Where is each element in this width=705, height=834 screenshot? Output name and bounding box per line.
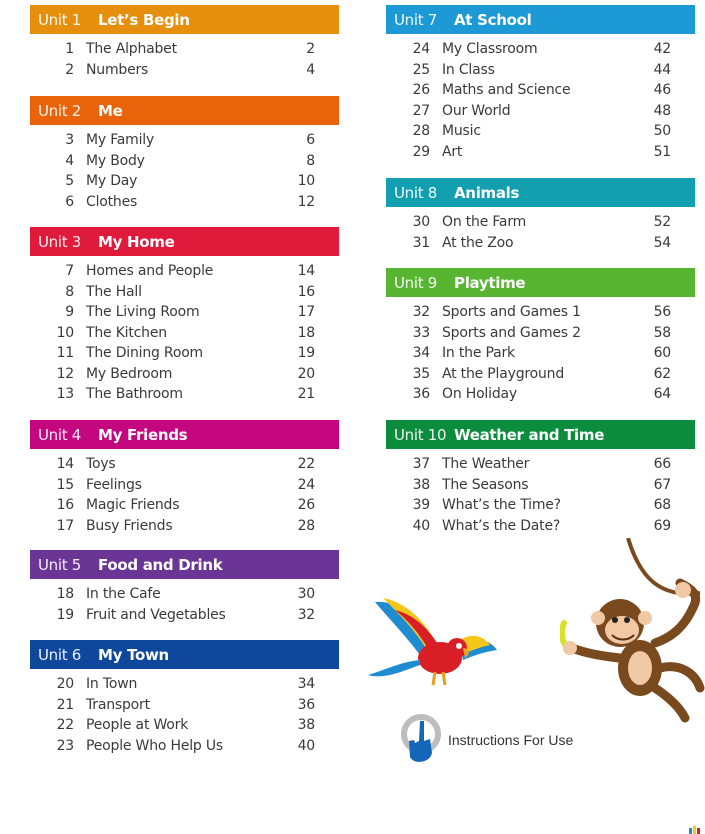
lesson-list xyxy=(386,212,695,253)
lesson-title: Sports and Games 1 xyxy=(442,304,581,321)
unit-header[interactable] xyxy=(30,550,339,579)
lesson-list xyxy=(30,454,339,536)
lesson-number: 18 xyxy=(56,586,74,603)
lesson-title: Transport xyxy=(86,696,150,713)
lesson-title: What’s the Date? xyxy=(442,517,561,534)
unit-title: Food and Drink xyxy=(98,555,223,574)
lesson-title: The Dining Room xyxy=(86,345,203,362)
unit-label: Unit 7 xyxy=(394,10,438,29)
unit-label: Unit 1 xyxy=(38,10,82,29)
lesson-page: 52 xyxy=(653,214,671,231)
lesson-row[interactable] xyxy=(30,151,339,172)
lesson-title: Feelings xyxy=(86,476,142,493)
lesson-number: 14 xyxy=(56,456,74,473)
lesson-number: 7 xyxy=(65,263,74,280)
lesson-row[interactable] xyxy=(30,302,339,323)
monkey-illustration xyxy=(560,538,705,723)
lesson-title: In Class xyxy=(442,61,495,78)
lesson-number: 3 xyxy=(65,132,74,149)
lesson-title: My Day xyxy=(86,173,138,190)
lesson-row[interactable] xyxy=(30,384,339,405)
lesson-title: My Family xyxy=(86,132,155,149)
lesson-number: 24 xyxy=(412,41,430,58)
parrot-illustration xyxy=(365,590,500,690)
lesson-title: The Weather xyxy=(442,456,530,473)
lesson-page: 26 xyxy=(297,497,315,514)
lesson-number: 40 xyxy=(412,517,430,534)
lesson-page: 21 xyxy=(297,386,315,403)
lesson-row[interactable] xyxy=(386,39,695,60)
lesson-row[interactable] xyxy=(30,584,339,605)
pointing-hand-icon xyxy=(400,713,442,767)
lesson-page: 2 xyxy=(306,41,315,58)
unit-5 xyxy=(30,550,339,625)
lesson-row[interactable] xyxy=(386,454,695,475)
lesson-number: 27 xyxy=(412,102,430,119)
lesson-page: 34 xyxy=(297,676,315,693)
lesson-row[interactable] xyxy=(30,715,339,736)
lesson-number: 8 xyxy=(65,283,74,300)
lesson-row[interactable] xyxy=(30,454,339,475)
lesson-title: Clothes xyxy=(86,193,138,210)
lesson-list xyxy=(30,674,339,756)
lesson-title: At the Playground xyxy=(442,365,565,382)
lesson-title: In the Park xyxy=(442,345,515,362)
unit-header[interactable] xyxy=(386,420,695,449)
unit-title: Playtime xyxy=(454,273,526,292)
lesson-number: 21 xyxy=(56,696,74,713)
lesson-row[interactable] xyxy=(386,142,695,163)
lesson-number: 29 xyxy=(412,143,430,160)
lesson-number: 33 xyxy=(412,324,430,341)
lesson-row[interactable] xyxy=(386,101,695,122)
unit-title: Let’s Begin xyxy=(98,10,190,29)
unit-label: Unit 10 xyxy=(394,425,447,444)
lesson-title: Maths and Science xyxy=(442,82,571,99)
lesson-page: 46 xyxy=(653,82,671,99)
lesson-row[interactable] xyxy=(30,674,339,695)
lesson-title: My Classroom xyxy=(442,41,538,58)
lesson-title: At the Zoo xyxy=(442,234,514,251)
lesson-page: 56 xyxy=(653,304,671,321)
lesson-page: 69 xyxy=(653,517,671,534)
lesson-number: 22 xyxy=(56,717,74,734)
lesson-list xyxy=(30,584,339,625)
unit-header[interactable] xyxy=(30,420,339,449)
lesson-row[interactable] xyxy=(386,233,695,254)
lesson-row[interactable] xyxy=(386,302,695,323)
lesson-row[interactable] xyxy=(30,192,339,213)
unit-label: Unit 2 xyxy=(38,101,82,120)
lesson-row[interactable] xyxy=(30,695,339,716)
lesson-number: 32 xyxy=(412,304,430,321)
lesson-number: 31 xyxy=(412,234,430,251)
lesson-row[interactable] xyxy=(30,39,339,60)
lesson-title: Art xyxy=(442,143,463,160)
lesson-row[interactable] xyxy=(30,343,339,364)
lesson-row[interactable] xyxy=(30,130,339,151)
lesson-row[interactable] xyxy=(386,121,695,142)
lesson-number: 6 xyxy=(65,193,74,210)
lesson-title: The Kitchen xyxy=(86,324,167,341)
lesson-page: 50 xyxy=(653,123,671,140)
lesson-row[interactable] xyxy=(386,384,695,405)
lesson-title: My Body xyxy=(86,152,145,169)
lesson-number: 9 xyxy=(65,304,74,321)
lesson-page: 16 xyxy=(297,283,315,300)
lesson-page: 44 xyxy=(653,61,671,78)
lesson-page: 40 xyxy=(297,737,315,754)
lesson-page: 68 xyxy=(653,497,671,514)
lesson-row[interactable] xyxy=(30,261,339,282)
lesson-page: 58 xyxy=(653,324,671,341)
lesson-title: Sports and Games 2 xyxy=(442,324,581,341)
lesson-number: 25 xyxy=(412,61,430,78)
lesson-row[interactable] xyxy=(30,495,339,516)
lesson-title: Toys xyxy=(86,456,116,473)
unit-header[interactable] xyxy=(386,268,695,297)
unit-2 xyxy=(30,96,339,212)
unit-title: My Home xyxy=(98,232,175,251)
lesson-list xyxy=(386,39,695,162)
lesson-title: Numbers xyxy=(86,61,149,78)
lesson-title: The Hall xyxy=(86,283,142,300)
unit-8 xyxy=(386,178,695,253)
lesson-page: 64 xyxy=(653,386,671,403)
lesson-row[interactable] xyxy=(386,516,695,537)
lesson-title: In the Cafe xyxy=(86,586,161,603)
unit-title: Animals xyxy=(454,183,520,202)
lesson-title: My Bedroom xyxy=(86,365,173,382)
lesson-row[interactable] xyxy=(386,343,695,364)
lesson-page: 18 xyxy=(297,324,315,341)
lesson-page: 38 xyxy=(297,717,315,734)
lesson-page: 48 xyxy=(653,102,671,119)
lesson-row[interactable] xyxy=(386,60,695,81)
lesson-title: What’s the Time? xyxy=(442,497,561,514)
lesson-row[interactable] xyxy=(386,212,695,233)
unit-4 xyxy=(30,420,339,536)
lesson-list xyxy=(30,261,339,405)
lesson-number: 28 xyxy=(412,123,430,140)
lesson-title: On the Farm xyxy=(442,214,527,231)
unit-label: Unit 8 xyxy=(394,183,438,202)
lesson-title: The Bathroom xyxy=(86,386,183,403)
unit-header[interactable] xyxy=(30,5,339,34)
lesson-page: 66 xyxy=(653,456,671,473)
lesson-page: 20 xyxy=(297,365,315,382)
unit-title: Me xyxy=(98,101,123,120)
publisher-logo-icon xyxy=(689,824,703,834)
lesson-number: 38 xyxy=(412,476,430,493)
lesson-page: 32 xyxy=(297,606,315,623)
lesson-row[interactable] xyxy=(30,323,339,344)
unit-label: Unit 3 xyxy=(38,232,82,251)
lesson-number: 37 xyxy=(412,456,430,473)
unit-title: My Town xyxy=(98,645,169,664)
lesson-row[interactable] xyxy=(30,605,339,626)
lesson-page: 54 xyxy=(653,234,671,251)
lesson-page: 22 xyxy=(297,456,315,473)
lesson-page: 6 xyxy=(306,132,315,149)
unit-header[interactable] xyxy=(386,178,695,207)
lesson-page: 51 xyxy=(653,143,671,160)
unit-7 xyxy=(386,5,695,162)
lesson-page: 60 xyxy=(653,345,671,362)
lesson-row[interactable] xyxy=(30,364,339,385)
lesson-number: 1 xyxy=(65,41,74,58)
lesson-number: 39 xyxy=(412,497,430,514)
lesson-page: 30 xyxy=(297,586,315,603)
lesson-number: 15 xyxy=(56,476,74,493)
lesson-row[interactable] xyxy=(30,282,339,303)
lesson-row[interactable] xyxy=(30,60,339,81)
lesson-title: The Alphabet xyxy=(86,41,177,58)
lesson-title: Fruit and Vegetables xyxy=(86,606,226,623)
lesson-number: 12 xyxy=(56,365,74,382)
lesson-page: 62 xyxy=(653,365,671,382)
lesson-page: 24 xyxy=(297,476,315,493)
lesson-number: 13 xyxy=(56,386,74,403)
lesson-row[interactable] xyxy=(30,475,339,496)
lesson-page: 67 xyxy=(653,476,671,493)
lesson-row[interactable] xyxy=(386,80,695,101)
unit-title: Weather and Time xyxy=(454,425,605,444)
unit-header[interactable] xyxy=(30,640,339,669)
lesson-list xyxy=(386,454,695,536)
lesson-title: The Seasons xyxy=(442,476,529,493)
lesson-number: 10 xyxy=(56,324,74,341)
lesson-title: The Living Room xyxy=(86,304,200,321)
lesson-page: 8 xyxy=(306,152,315,169)
unit-10 xyxy=(386,420,695,536)
unit-header[interactable] xyxy=(30,96,339,125)
unit-title: My Friends xyxy=(98,425,188,444)
lesson-number: 11 xyxy=(56,345,74,362)
lesson-title: People at Work xyxy=(86,717,189,734)
lesson-number: 20 xyxy=(56,676,74,693)
unit-header[interactable] xyxy=(30,227,339,256)
unit-6 xyxy=(30,640,339,756)
instructions-label: Instructions For Use xyxy=(448,732,574,748)
lesson-number: 26 xyxy=(412,82,430,99)
lesson-number: 2 xyxy=(65,61,74,78)
lesson-row[interactable] xyxy=(30,516,339,537)
lesson-page: 42 xyxy=(653,41,671,58)
lesson-title: Our World xyxy=(442,102,511,119)
lesson-number: 34 xyxy=(412,345,430,362)
lesson-page: 19 xyxy=(297,345,315,362)
unit-label: Unit 9 xyxy=(394,273,438,292)
lesson-title: Magic Friends xyxy=(86,497,180,514)
lesson-page: 17 xyxy=(297,304,315,321)
lesson-row[interactable] xyxy=(386,475,695,496)
lesson-number: 35 xyxy=(412,365,430,382)
lesson-page: 28 xyxy=(297,517,315,534)
unit-label: Unit 5 xyxy=(38,555,82,574)
lesson-number: 36 xyxy=(412,386,430,403)
lesson-list xyxy=(386,302,695,405)
lesson-page: 10 xyxy=(297,173,315,190)
lesson-row[interactable] xyxy=(386,323,695,344)
unit-title: At School xyxy=(454,10,532,29)
unit-label: Unit 6 xyxy=(38,645,82,664)
lesson-page: 12 xyxy=(297,193,315,210)
lesson-page: 4 xyxy=(306,61,315,78)
lesson-title: Homes and People xyxy=(86,263,214,280)
unit-1 xyxy=(30,5,339,80)
lesson-title: People Who Help Us xyxy=(86,737,224,754)
lesson-title: Music xyxy=(442,123,481,140)
lesson-row[interactable] xyxy=(386,495,695,516)
unit-3 xyxy=(30,227,339,405)
lesson-title: In Town xyxy=(86,676,138,693)
lesson-page: 36 xyxy=(297,696,315,713)
lesson-row[interactable] xyxy=(30,171,339,192)
lesson-title: On Holiday xyxy=(442,386,517,403)
unit-header[interactable] xyxy=(386,5,695,34)
lesson-page: 14 xyxy=(297,263,315,280)
lesson-row[interactable] xyxy=(386,364,695,385)
lesson-row[interactable] xyxy=(30,736,339,757)
lesson-number: 4 xyxy=(65,152,74,169)
lesson-number: 16 xyxy=(56,497,74,514)
lesson-number: 30 xyxy=(412,214,430,231)
lesson-list xyxy=(30,130,339,212)
unit-label: Unit 4 xyxy=(38,425,82,444)
lesson-number: 23 xyxy=(56,737,74,754)
lesson-title: Busy Friends xyxy=(86,517,173,534)
lesson-number: 17 xyxy=(56,517,74,534)
lesson-number: 19 xyxy=(56,606,74,623)
unit-9 xyxy=(386,268,695,405)
lesson-number: 5 xyxy=(65,173,74,190)
instructions-for-use[interactable] xyxy=(400,713,573,767)
lesson-list xyxy=(30,39,339,80)
